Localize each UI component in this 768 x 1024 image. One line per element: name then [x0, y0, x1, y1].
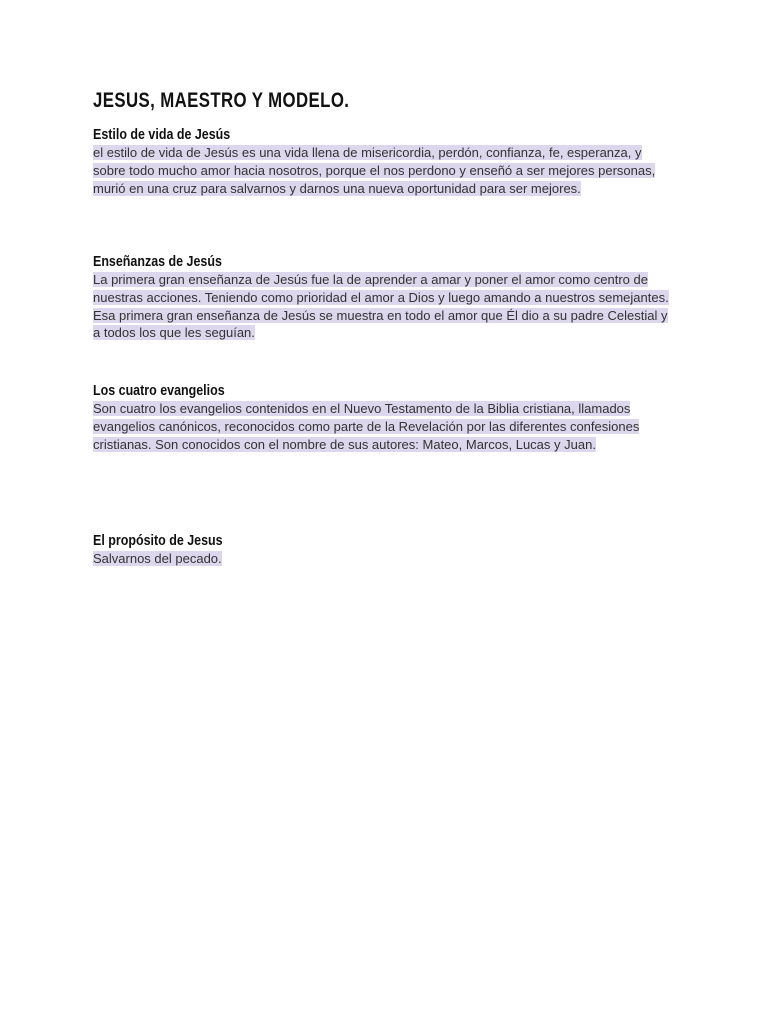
section-body [93, 400, 673, 453]
section-estilo-de-vida [93, 126, 673, 197]
section-body [93, 144, 673, 197]
section-proposito [93, 532, 673, 568]
highlighted-text: Son cuatro los evangelios contenidos en el Nuevo Testamento de la Biblia cristiana, llamados evangelios canónicos, reconocidos como parte de la Revelación por las diferentes confesiones cristianas. Son conocidos con el nombre de sus autores: Mateo, Marcos, Lucas y Juan. [93, 401, 640, 452]
section-cuatro-evangelios [93, 382, 673, 453]
section-heading: Estilo de vida de Jesús [93, 127, 231, 143]
section-body [93, 271, 673, 342]
section-body [93, 550, 673, 568]
section-heading: El propósito de Jesus [93, 533, 223, 549]
section-heading: Los cuatro evangelios [93, 383, 225, 399]
section-ensenanzas [93, 253, 673, 342]
document-page [93, 88, 673, 566]
highlighted-text: el estilo de vida de Jesús es una vida llena de misericordia, perdón, confianza, fe, esperanza, y sobre todo mucho amor hacia nosotros, porque el nos perdono y enseñó a ser mejores personas, murió en una cruz para salvarnos y darnos una nueva oportunidad para ser mejores. [93, 145, 656, 196]
document-title: JESUS, MAESTRO Y MODELO. [93, 89, 350, 112]
highlighted-text: La primera gran enseñanza de Jesús fue la de aprender a amar y poner el amor como centro de nuestras acciones. Teniendo como prioridad el amor a Dios y luego amando a nuestros semejantes. Esa primera gran enseñanza de Jesús se muestra en todo el amor que Él dio a su padre Celestial y a todos los que les seguían. [93, 272, 669, 341]
highlighted-text: Salvarnos del pecado. [93, 551, 222, 566]
section-heading: Enseñanzas de Jesús [93, 254, 222, 270]
